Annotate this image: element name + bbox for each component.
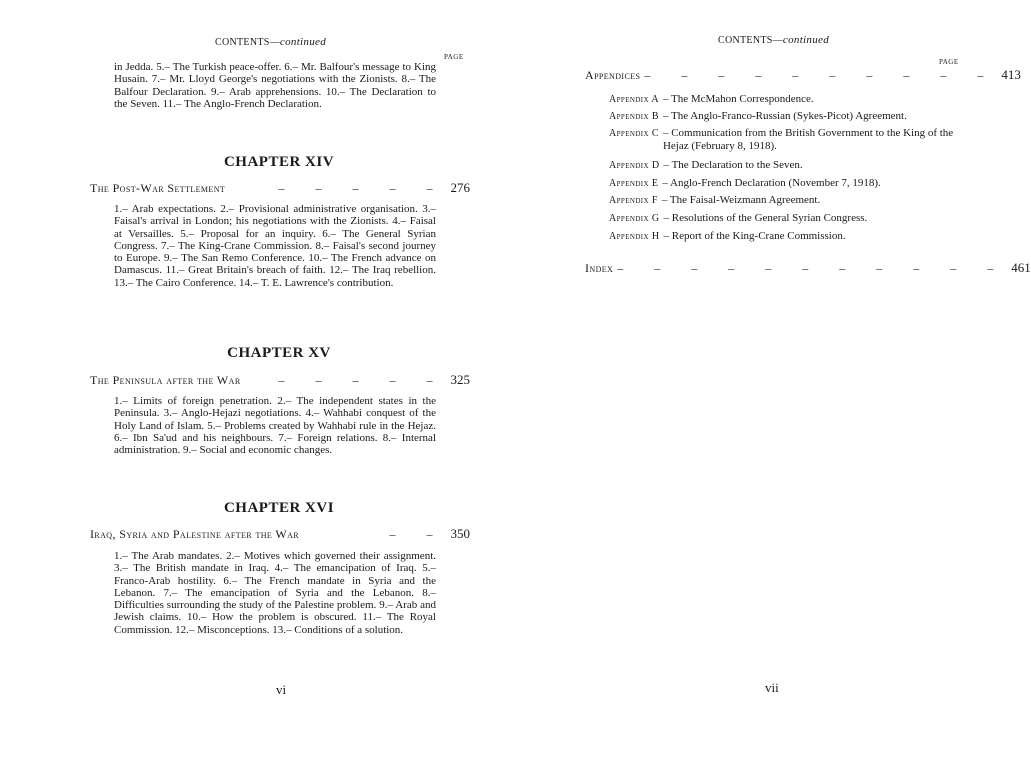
toc-entry-page: 325 — [450, 372, 470, 387]
appendix-label: Appendix G — [609, 213, 660, 224]
appendix-item-g[interactable] — [609, 212, 969, 225]
page-column-label: PAGE — [939, 58, 959, 66]
leader-dashes: – – – – – — [278, 181, 447, 195]
appendix-item-d[interactable] — [609, 159, 969, 172]
leader-dashes: – – – – – – – – – – – — [617, 261, 1008, 275]
right-page — [515, 0, 1030, 766]
page-number: vii — [765, 680, 779, 695]
appendix-label: Appendix A — [609, 94, 659, 105]
appendix-label: Appendix E — [609, 178, 659, 189]
toc-entry-page: 461 — [1011, 260, 1031, 275]
leader-dashes: – – — [389, 527, 447, 541]
toc-entry-page: 276 — [450, 180, 470, 195]
appendix-item-f[interactable] — [609, 194, 969, 207]
chapter-heading-xv: CHAPTER XV — [227, 345, 331, 361]
appendix-label: Appendix D — [609, 160, 660, 171]
page-column-label: PAGE — [444, 53, 464, 61]
appendix-label: Appendix C — [609, 128, 659, 139]
toc-entry-title: Index — [585, 261, 614, 275]
chapter-summary-xvi: 1.– The Arab mandates. 2.– Motives which governed their assignment. 3.– The British mandate in Iraq. 4.– The emancipation of Iraq. 5.– Franco-Arab hostility. 6.– The French mandate in Syria and the Lebanon. 7.– The emancipation of Syria and the Lebanon. 8.– Difficulties surrounding the study of the Palestine problem. 9.– Arab and Jewish claims. 10.– How the problem is obscured. 11.– The Royal Commission. 12.– Misconceptions. 13.– Conditions of a solution. — [114, 550, 436, 636]
left-page — [0, 0, 515, 766]
running-head — [718, 34, 829, 46]
appendix-item-h[interactable] — [609, 230, 969, 243]
appendix-text: – Resolutions of the General Syrian Congress. — [663, 212, 868, 224]
toc-entry-title: Appendices — [585, 68, 641, 82]
leader-dashes: – – – – – — [278, 373, 447, 387]
toc-entry-index[interactable] — [585, 260, 1031, 276]
chapter-summary-xiv: 1.– Arab expectations. 2.– Provisional administrative organisation. 3.– Faisal's arrival in London; his negotiations with the Zionists. 4.– Faisal at Versailles. 5.– Proposal for an inquiry. 6.– The General Syrian Congress. 7.– The King-Crane Commission. 8.– Faisal's second journey to Europe. 9.– The San Remo Conference. 10.– The French advance on Damascus. 11.– Great Britain's breach of faith. 12.– The Iraq rebellion. 13.– The Cairo Conference. 14.– T. E. Lawrence's contribution. — [114, 203, 436, 289]
appendix-text: – The Anglo-Franco-Russian (Sykes-Picot) Agreement. — [662, 110, 907, 122]
appendix-text: – Communication from the British Government to the King of the Hejaz (February 8, 1918). — [662, 127, 954, 152]
appendix-text: – The McMahon Correspondence. — [662, 93, 814, 105]
running-head — [215, 36, 326, 48]
toc-entry-title: The Post-War Settlement — [90, 181, 226, 195]
appendix-label: Appendix B — [609, 111, 659, 122]
continued-summary: in Jedda. 5.– The Turkish peace-offer. 6.– Mr. Balfour's message to King Husain. 7.– Mr. Lloyd George's negotiations with the Zionists. 8.– The Balfour Declaration. 9.– Arab apprehensions. 10.– The Declaration to the Seven. 11.– The Anglo-French Declaration. — [114, 61, 436, 110]
toc-entry-page: 413 — [1001, 67, 1021, 82]
chapter-summary-xv: 1.– Limits of foreign penetration. 2.– The independent states in the Peninsula. 3.– Anglo-Hejazi negotiations. 4.– Wahhabi conquest of the Holy Land of Islam. 5.– Problems created by Wahhabi rule in the Hejaz. 6.– Ibn Sa'ud and his neighbours. 7.– Foreign relations. 8.– Internal administration. 9.– Social and economic changes. — [114, 395, 436, 457]
toc-entry-title: Iraq, Syria and Palestine after the War — [90, 527, 300, 541]
appendix-label: Appendix F — [609, 195, 658, 206]
chapter-heading-xiv: CHAPTER XIV — [223, 154, 335, 170]
appendix-text: – The Faisal-Weizmann Agreement. — [661, 194, 821, 206]
appendix-item-a[interactable] — [609, 93, 969, 106]
toc-entry-chapter-xvi[interactable] — [90, 526, 470, 542]
running-head-prefix: CONTENTS— — [215, 37, 280, 48]
running-head-suffix: continued — [782, 34, 829, 46]
running-head-prefix: CONTENTS— — [718, 35, 783, 46]
page-number: vi — [276, 682, 287, 697]
toc-entry-appendices[interactable] — [585, 67, 1021, 83]
appendix-text: – The Declaration to the Seven. — [663, 159, 803, 171]
toc-entry-chapter-xv[interactable] — [90, 372, 470, 388]
toc-entry-chapter-xiv[interactable] — [90, 180, 470, 196]
toc-entry-title: The Peninsula after the War — [90, 373, 241, 387]
appendix-label: Appendix H — [609, 231, 660, 242]
toc-entry-page: 350 — [450, 526, 470, 541]
appendix-item-e[interactable] — [609, 177, 969, 190]
leader-dashes: – – – – – – – – – – — [644, 68, 998, 82]
running-head-suffix: continued — [279, 36, 326, 48]
appendix-text: – Report of the King-Crane Commission. — [663, 230, 846, 242]
appendix-item-c[interactable] — [609, 127, 969, 153]
appendix-item-b[interactable] — [609, 110, 969, 123]
chapter-heading-xvi: CHAPTER XVI — [223, 500, 335, 516]
appendix-text: – Anglo-French Declaration (November 7, 1918). — [662, 177, 881, 189]
